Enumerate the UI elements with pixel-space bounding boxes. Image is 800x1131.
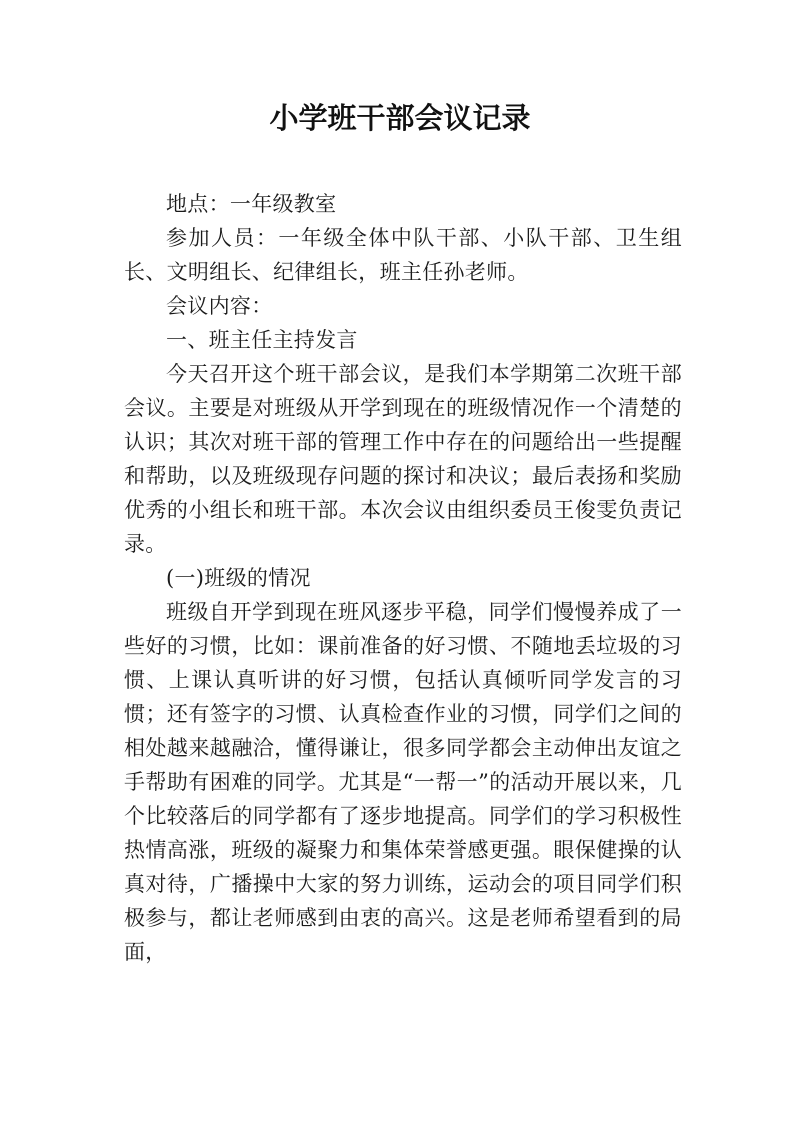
document-body: [124, 187, 682, 969]
subsection-heading-1: (一)班级的情况: [166, 566, 311, 590]
paragraph-intro: 今天召开这个班干部会议，是我们本学期第二次班干部会议。主要是对班级从开学到现在的班级情况作一个清楚的认识；其次对班干部的管理工作中存在的问题给出一些提醒和帮助，以及班级现存问题的探讨和决议；最后表扬和奖励优秀的小组长和班干部。本次会议由组织委员王俊雯负责记录。: [124, 362, 682, 556]
paragraph-attendees: 参加人员：一年级全体中队干部、小队干部、卫生组长、文明组长、纪律组长，班主任孙老师。: [124, 226, 682, 284]
paragraph-location: 地点：一年级教室: [166, 192, 337, 216]
document-title: 小学班干部会议记录: [269, 101, 531, 135]
section-heading-1: 一、班主任主持发言: [166, 328, 358, 352]
paragraph-class-situation: 班级自开学到现在班风逐步平稳，同学们慢慢养成了一些好的习惯，比如：课前准备的好习惯、不随地丢垃圾的习惯、上课认真听讲的好习惯，包括认真倾听同学发言的习惯；还有签字的习惯、认真检查作业的习惯，同学们之间的相处越来越融洽，懂得谦让，很多同学都会主动伸出友谊之手帮助有困难的同学。尤其是“一帮一”的活动开展以来，几个比较落后的同学都有了逐步地提高。同学们的学习积极性热情高涨，班级的凝聚力和集体荣誉感更强。眼保健操的认真对待，广播操中大家的努力训练，运动会的项目同学们积极参与，都让老师感到由衷的高兴。这是老师希望看到的局面，: [124, 600, 682, 964]
paragraph-meeting-content-label: 会议内容：: [166, 294, 273, 318]
